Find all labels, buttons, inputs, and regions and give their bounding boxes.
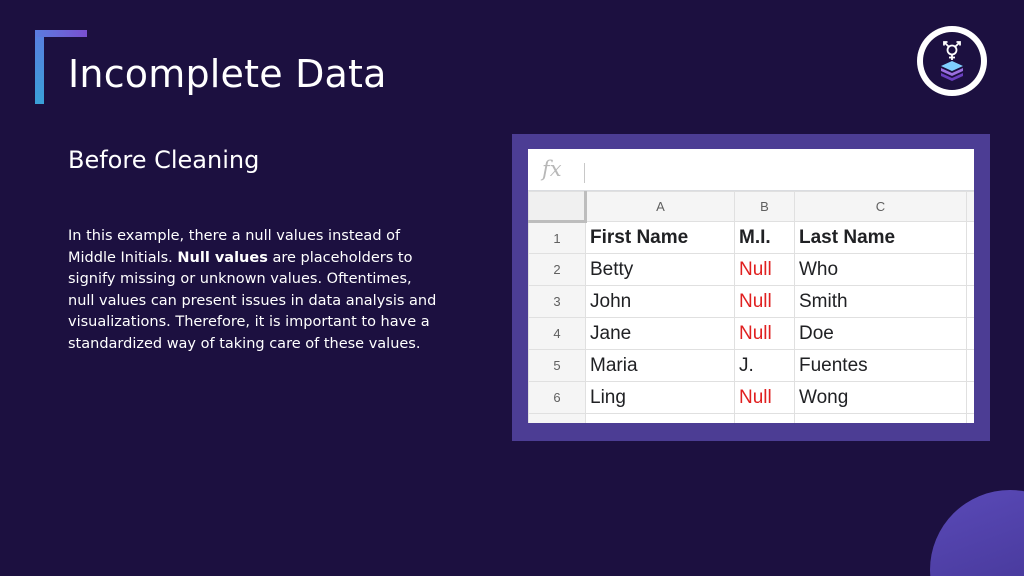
cell-last-name: Doe: [795, 318, 967, 350]
column-header-b: B: [735, 192, 795, 222]
body-intro: In this example, there a null values instead of Middle Initials.: [68, 228, 401, 266]
column-header-row: [529, 192, 975, 222]
cell-first-name: Betty: [586, 254, 735, 286]
row-number: 2: [529, 254, 586, 286]
corner-cell: [529, 192, 586, 222]
table-row: [529, 318, 975, 350]
table-row: [529, 222, 975, 254]
formula-bar: [528, 149, 974, 191]
table-row: [529, 254, 975, 286]
cell-last-name: Who: [795, 254, 967, 286]
spreadsheet-image: [528, 149, 974, 423]
logo: [917, 26, 987, 96]
cell-mi: M.I.: [735, 222, 795, 254]
table-row: [529, 382, 975, 414]
cell-last-name: Last Name: [795, 222, 967, 254]
body-rest: are placeholders to signify missing or unknown values. Oftentimes, null values can present issues in data analysis and visualizations. Therefore, it is important to have a standardized way of taking care of these values.: [68, 249, 437, 352]
row-number: 1: [529, 222, 586, 254]
row-number: 4: [529, 318, 586, 350]
body-bold-term: Null values: [177, 249, 268, 266]
slide-title: Incomplete Data: [68, 52, 387, 96]
table-row: [529, 286, 975, 318]
cell-first-name: Jane: [586, 318, 735, 350]
spreadsheet-image-frame: [512, 134, 990, 441]
cell-first-name: John: [586, 286, 735, 318]
cell-mi: Null: [735, 254, 795, 286]
row-number: 3: [529, 286, 586, 318]
cell-last-name: Fuentes: [795, 350, 967, 382]
table-row: [529, 350, 975, 382]
cell-first-name: Maria: [586, 350, 735, 382]
row-number: 5: [529, 350, 586, 382]
decorative-corner-circle: [930, 490, 1024, 576]
cell-mi: J.: [735, 350, 795, 382]
row-number: 6: [529, 382, 586, 414]
cell-first-name: Ling: [586, 382, 735, 414]
slide-subtitle: Before Cleaning: [68, 146, 260, 174]
cell-last-name: Smith: [795, 286, 967, 318]
cell-first-name: First Name: [586, 222, 735, 254]
cell-mi: Null: [735, 382, 795, 414]
fx-icon: fx: [542, 157, 562, 181]
transgender-symbol-stack-logo-icon: [923, 32, 981, 90]
column-header-a: A: [586, 192, 735, 222]
cell-last-name: Wong: [795, 382, 967, 414]
body-paragraph: [68, 226, 440, 355]
cell-mi: Null: [735, 318, 795, 350]
cell-mi: Null: [735, 286, 795, 318]
column-header-c: C: [795, 192, 967, 222]
spreadsheet-grid: [528, 191, 974, 423]
